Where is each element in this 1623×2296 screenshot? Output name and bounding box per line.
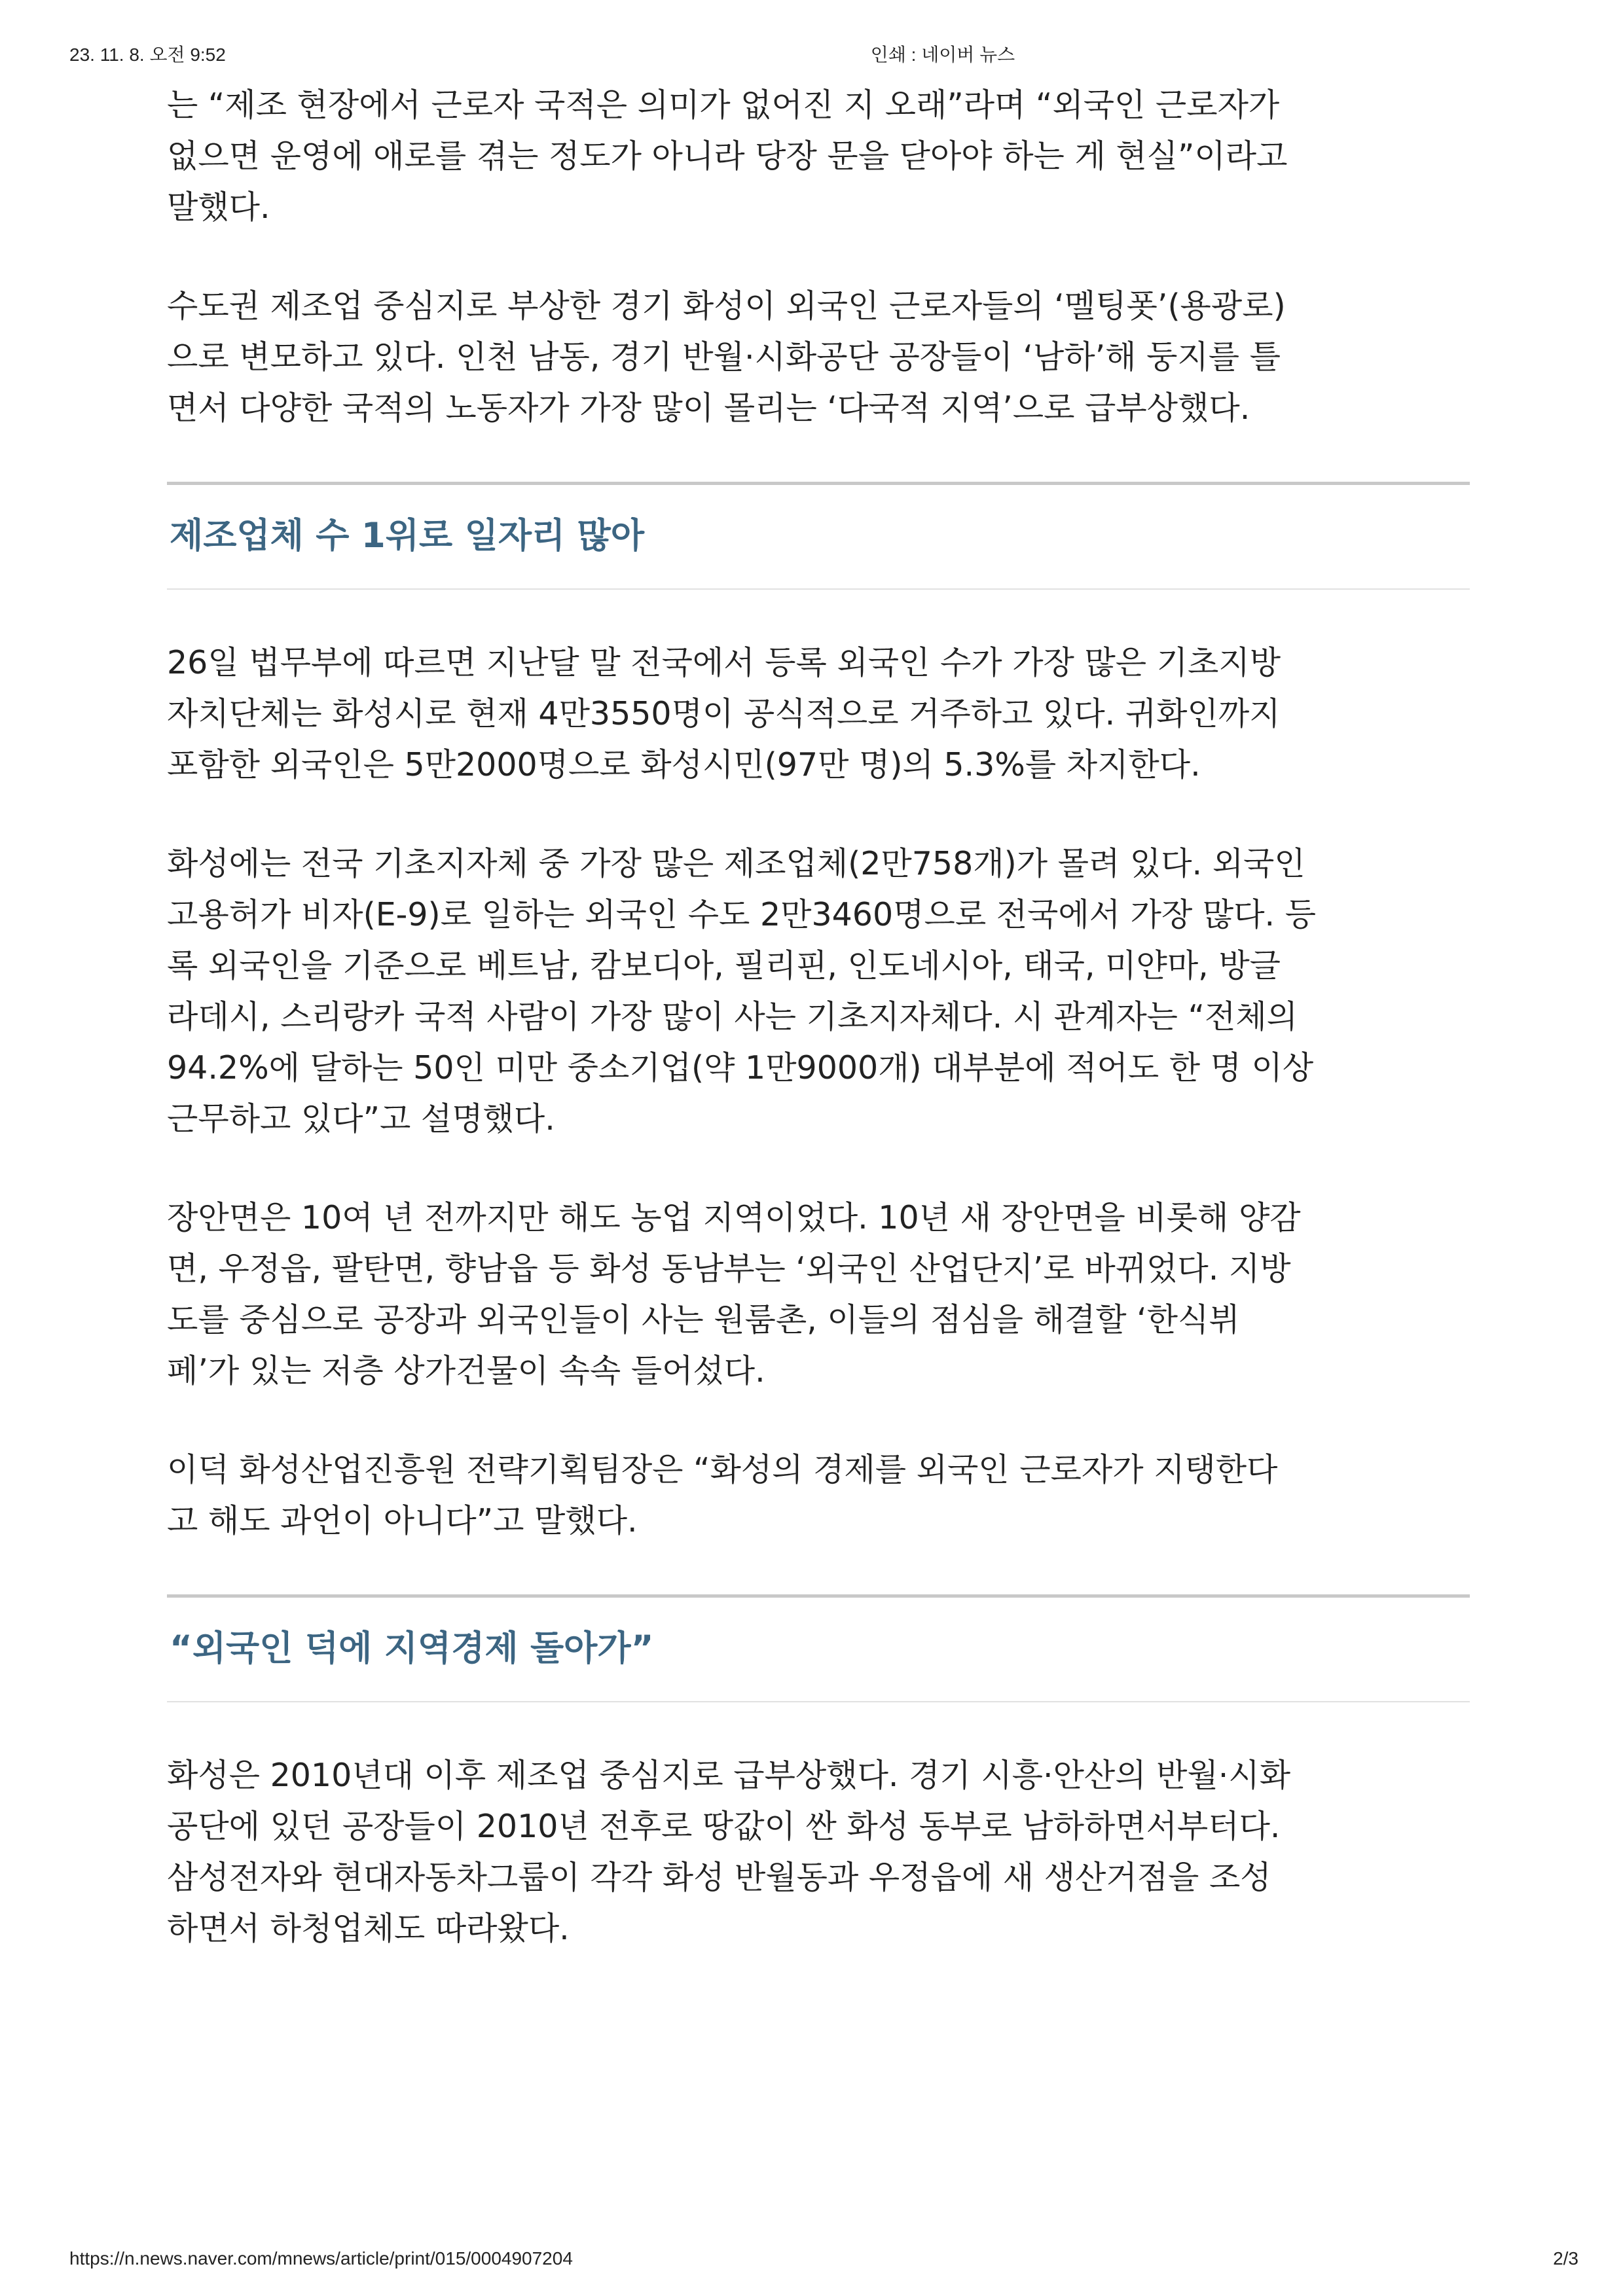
article-section [167,482,1470,1547]
text-line: 고 해도 과언이 아니다”고 말했다. [167,1502,638,1539]
text-line: 으로 변모하고 있다. 인천 남동, 경기 반월·시화공단 공장들이 ‘남하’해 둥지를 틀 [167,338,1281,376]
text-line: 근무하고 있다”고 설명했다. [167,1100,555,1138]
text-line: 자치단체는 화성시로 현재 4만3550명이 공식적으로 거주하고 있다. 귀화인까지 [167,695,1281,732]
article-paragraph [167,80,1470,233]
text-line: 화성은 2010년대 이후 제조업 중심지로 급부상했다. 경기 시흥·안산의 반월·시화 [167,1757,1291,1794]
text-line: 이덕 화성산업진흥원 전략기획팀장은 “화성의 경제를 외국인 근로자가 지탱한다 [167,1451,1278,1488]
text-line: 없으면 운영에 애로를 겪는 정도가 아니라 당장 문을 닫아야 하는 게 현실”이라고 [167,137,1288,175]
text-line: 고용허가 비자(E-9)로 일하는 외국인 수도 2만3460명으로 전국에서 가장 많다. 등 [167,896,1317,933]
article-section [167,1594,1470,1954]
section-divider-bottom [167,588,1470,590]
article-body [167,80,1470,2002]
text-line: 화성에는 전국 기초지자체 중 가장 많은 제조업체(2만758개)가 몰려 있다. 외국인 [167,845,1305,882]
text-line: 장안면은 10여 년 전까지만 해도 농업 지역이었다. 10년 새 장안면을 비롯해 양감 [167,1199,1301,1236]
article-paragraph [167,637,1470,791]
section-heading: “외국인 덕에 지역경제 돌아가” [170,1628,654,1668]
page-number: 2/3 [1553,2248,1578,2269]
text-line: 삼성전자와 현대자동차그룹이 각각 화성 반월동과 우정읍에 새 생산거점을 조성 [167,1859,1271,1896]
section-heading: 제조업체 수 1위로 일자리 많아 [170,516,645,556]
text-line: 94.2%에 달하는 50인 미만 중소기업(약 1만9000개) 대부분에 적어도 한 명 이상 [167,1049,1314,1086]
text-line: 페’가 있는 저층 상가건물이 속속 들어섰다. [167,1352,765,1390]
article-paragraph [167,838,1470,1145]
text-line: 면, 우정읍, 팔탄면, 향남읍 등 화성 동남부는 ‘외국인 산업단지’로 바뀌었다. 지방 [167,1250,1291,1287]
print-header [0,41,1623,80]
text-line: 면서 다양한 국적의 노동자가 가장 많이 몰리는 ‘다국적 지역’으로 급부상했다. [167,389,1250,427]
article-paragraph [167,1444,1470,1547]
print-page-title: 인쇄 : 네이버 뉴스 [870,45,1015,65]
section-divider-bottom [167,1701,1470,1702]
article-paragraph [167,1750,1470,1954]
text-line: 공단에 있던 공장들이 2010년 전후로 땅값이 싼 화성 동부로 남하하면서부터다. [167,1808,1281,1845]
article-url: https://n.news.naver.com/mnews/article/print/015/0004907204 [69,2248,573,2269]
text-line: 록 외국인을 기준으로 베트남, 캄보디아, 필리핀, 인도네시아, 태국, 미얀마, 방글 [167,947,1281,984]
text-line: 하면서 하청업체도 따라왔다. [167,1910,570,1947]
article-paragraph [167,281,1470,434]
print-footer [0,2248,1623,2287]
text-line: 도를 중심으로 공장과 외국인들이 사는 원룸촌, 이들의 점심을 해결할 ‘한식뷔 [167,1301,1240,1338]
article-paragraph [167,1193,1470,1397]
text-line: 26일 법무부에 따르면 지난달 말 전국에서 등록 외국인 수가 가장 많은 기초지방 [167,644,1281,681]
text-line: 포함한 외국인은 5만2000명으로 화성시민(97만 명)의 5.3%를 차지한다. [167,746,1201,783]
text-line: 라데시, 스리랑카 국적 사람이 가장 많이 사는 기초지자체다. 시 관계자는 “전체의 [167,998,1298,1035]
text-line: 말했다. [167,188,270,226]
text-line: 수도권 제조업 중심지로 부상한 경기 화성이 외국인 근로자들의 ‘멜팅폿’(용광로) [167,287,1286,325]
text-line: 는 “제조 현장에서 근로자 국적은 의미가 없어진 지 오래”라며 “외국인 근로자가 [167,86,1280,124]
print-datetime: 23. 11. 8. 오전 9:52 [69,45,226,65]
